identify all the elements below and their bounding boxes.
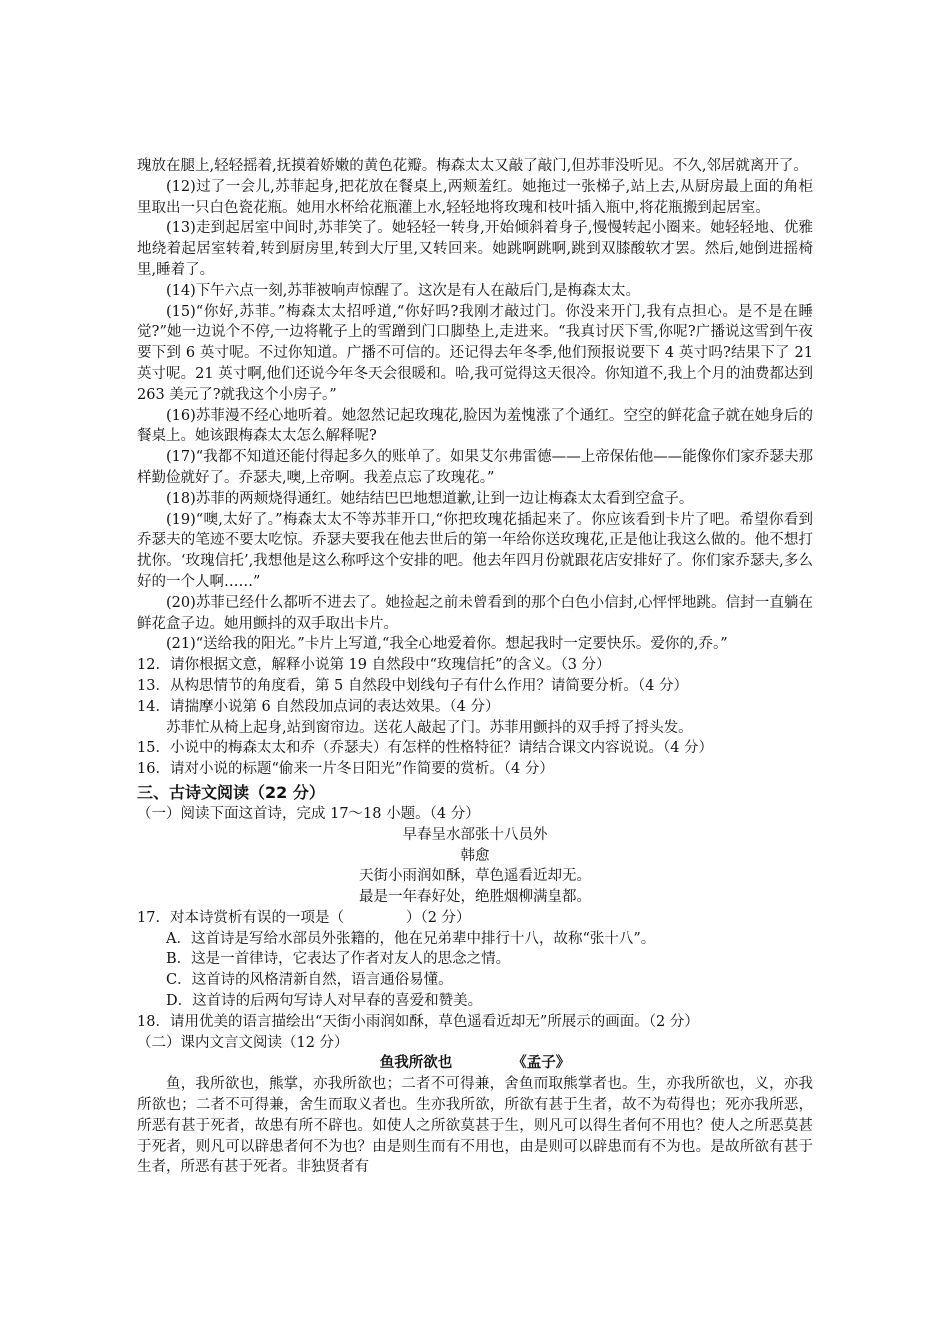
prose-text: 鱼，我所欲也，熊掌，亦我所欲也；二者不可得兼，舍鱼而取熊掌者也。生，亦我所欲也，义，亦我所欲也；二者不可得兼，舍生而取义者也。生亦我所欲，所欲有甚于生者，故不为苟得也；死亦我所恶，所恶有甚于死者，故患有所不辟也。如使人之所欲莫甚于生，则凡可以得生者何不用也？使人之所恶莫甚于死者，则凡可以辟患者何不为也？由是则生而有不用也，由是则可以辟患而有不为也。是故所欲有甚于生者，所恶有甚于死者。非独贤者有 (137, 1076, 813, 1176)
question-12: 12．请你根据文意，解释小说第 19 自然段中“玫瑰信托”的含义。（3 分） (137, 657, 611, 674)
question-17-option-a: A．这首诗是写给水部员外张籍的，他在兄弟辈中排行十八，故称“张十八”。 (166, 930, 656, 947)
part-2-intro: （二）课内文言文阅读（12 分） (137, 1034, 349, 1051)
poem-author: 韩愈 (460, 847, 490, 864)
story-paragraph-15: (15)“你好,苏菲。”梅森太太招呼道,“你好吗?我刚才敲过门。你没来开门,我有点担心。是不是在睡觉?”她一边说个不停,一边将靴子上的雪蹭到门口脚垫上,走进来。“我真讨厌下雪,你呢?广播说这雪到午夜要下到 6 英寸呢。不过你知道。广播不可信的。还记得去年冬季,他们预报说要下 4 英寸吗?结果下了 21 英寸呢。21 英寸啊,他们还说今年冬天会很暖和。哈,我可觉得这天很冷。你知道不,我上个月的油费都达到 263 美元了?就我这个小房子。” (137, 303, 813, 403)
story-paragraph-20: (20)苏菲已经什么都听不进去了。她捡起之前未曾看到的那个白色小信封,心怦怦地跳。信封一直躺在鲜花盒子边。她用颤抖的双手取出卡片。 (137, 594, 813, 632)
part-1-intro: （一）阅读下面这首诗，完成 17～18 小题。（4 分） (137, 805, 480, 822)
story-paragraph-11-continued: 瑰放在腿上,轻轻摇着,抚摸着娇嫩的黄色花瓣。梅森太太又敲了敲门,但苏菲没听见。不久,邻居就离开了。 (137, 158, 808, 174)
story-paragraph-17: (17)“我都不知道还能付得起多久的账单了。如果艾尔弗雷德——上帝保佑他——能像你们家乔瑟夫那样勤俭就好了。乔瑟夫,噢,上帝啊。我差点忘了玫瑰花。” (137, 449, 813, 486)
story-paragraph-12: (12)过了一会儿,苏菲起身,把花放在餐桌上,两颊羞红。她拖过一张梯子,站上去,从厨房最上面的角柜里取出一只白色瓷花瓶。她用水杯给花瓶灌上水,轻轻地将玫瑰和枝叶插入瓶中,将花瓶搬到起居室。 (137, 178, 813, 216)
story-paragraph-21: (21)“送给我的阳光。”卡片上写道,“我全心地爱着你。想起我时一定要快乐。爱你的,乔。” (166, 636, 728, 653)
story-paragraph-19: (19)“噢,太好了。”梅森太太不等苏菲开口,“你把玫瑰花插起来了。你应该看到卡片了吧。希望你看到乔瑟夫的笔迹不要太吃惊。乔瑟夫要我在他去世后的第一年给你送玫瑰花,正是他让我这么做的。他不想打扰你。‘玫瑰信托’,我想他是这么称呼这个安排的吧。他去年四月份就跟花店安排好了。你们家乔瑟夫,多么好的一个人啊……” (137, 511, 813, 590)
prose-source: 《孟子》 (512, 1054, 571, 1072)
question-13: 13．从构思情节的角度看，第 5 自然段中划线句子有什么作用？请简要分析。（4 分） (137, 677, 688, 694)
poem-line-1: 天街小雨润如酥，草色遥看近却无。 (359, 868, 591, 885)
question-15: 15．小说中的梅森太太和乔（乔瑟夫）有怎样的性格特征？请结合课文内容说说。（4 分） (137, 740, 714, 757)
prose-title: 鱼我所欲也 (379, 1054, 453, 1072)
question-17 (137, 908, 813, 929)
question-17-option-d: D．这首诗的后两句写诗人对早春的喜爱和赞美。 (166, 993, 483, 1010)
question-17-option-c: C．这首诗的风格清新自然，语言通俗易懂。 (166, 972, 453, 989)
question-17-prefix: 17．对本诗赏析有误的一项是（ (137, 909, 344, 926)
story-paragraph-14: (14)下午六点一刻,苏菲被响声惊醒了。这次是有人在敲后门,是梅森太太。 (166, 282, 640, 299)
question-18: 18．请用优美的语言描绘出“天街小雨润如酥，草色遥看近却无”所展示的画面。（2 分） (137, 1013, 699, 1030)
prose-heading (137, 1053, 813, 1074)
question-17-option-b: B．这是一首律诗，它表达了作者对友人的思念之情。 (166, 951, 511, 968)
question-17-suffix: ）（2 分） (405, 909, 471, 926)
question-14: 14．请揣摩小说第 6 自然段加点词的表达效果。（4 分） (137, 698, 500, 715)
question-16: 16．请对小说的标题“偷来一片冬日阳光”作简要的赏析。（4 分） (137, 761, 554, 778)
section-3-title: 三、古诗文阅读（22 分） (137, 782, 325, 802)
poem-title: 早春呈水部张十八员外 (402, 826, 548, 843)
story-paragraph-13: (13)走到起居室中间时,苏菲笑了。她轻轻一转身,开始倾斜着身子,慢慢转起小圈来。她轻轻地、优雅地绕着起居室转着,转到厨房里,转到大厅里,又转回来。她跳啊跳啊,跳到双膝酸软才罢。然后,她倒进摇椅里,睡着了。 (137, 220, 813, 278)
exam-page (137, 156, 813, 1178)
poem-line-2: 最是一年春好处，绝胜烟柳满皇都。 (359, 889, 591, 906)
story-paragraph-18: (18)苏菲的两颊烧得通红。她结结巴巴地想道歉,让到一边让梅森太太看到空盒子。 (166, 490, 694, 507)
story-paragraph-16: (16)苏菲漫不经心地听着。她忽然记起玫瑰花,脸因为羞愧涨了个通红。空空的鲜花盒子就在她身后的餐桌上。她该跟梅森太太怎么解释呢? (137, 407, 813, 445)
question-14-quoted-text: 苏菲忙从椅上起身,站到窗帘边。送花人敲起了门。苏菲用颤抖的双手捋了捋头发。 (166, 719, 693, 736)
